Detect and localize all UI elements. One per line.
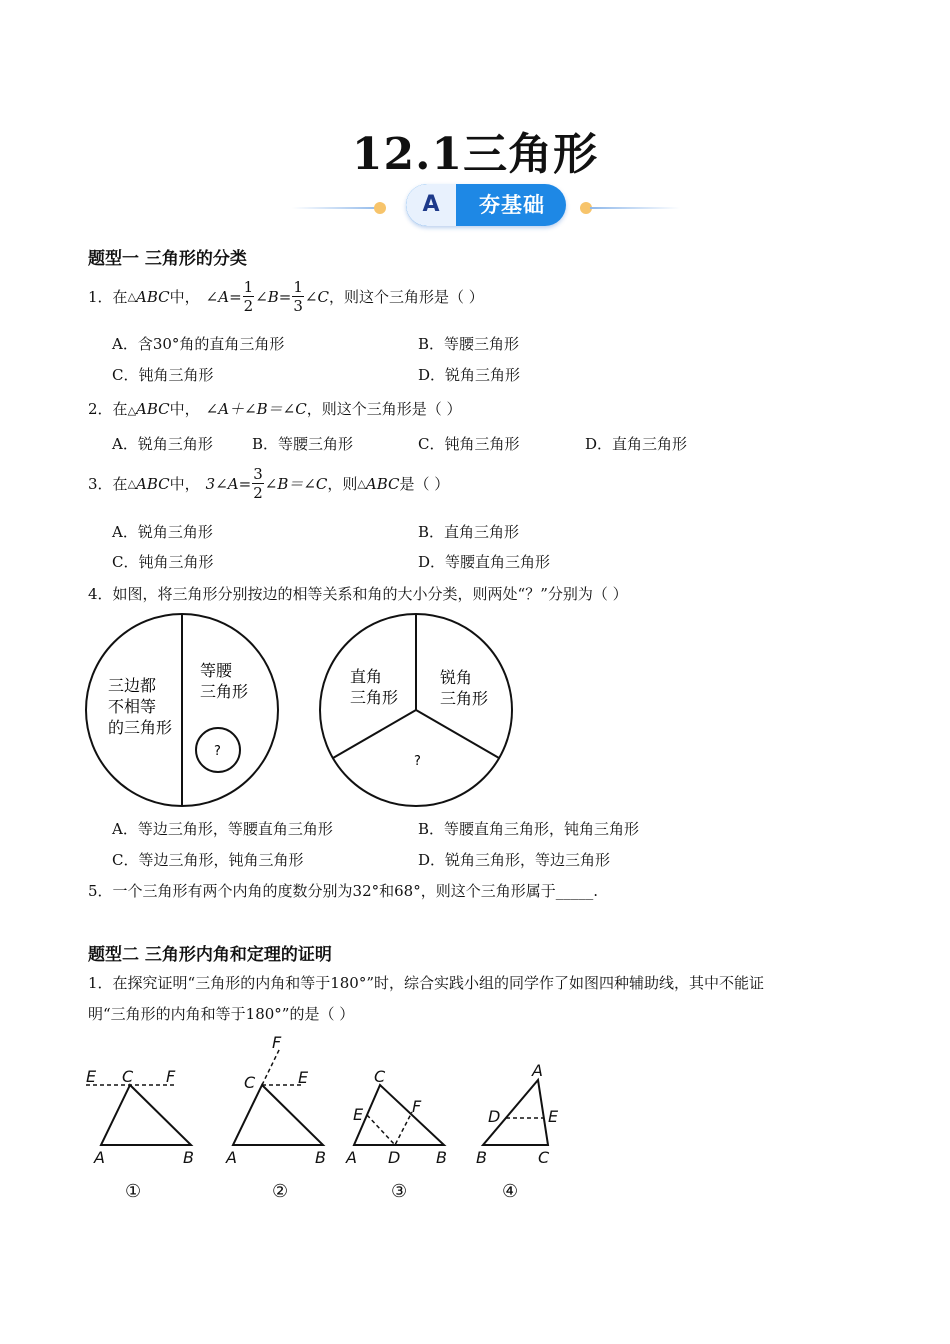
option-c: C．钝角三角形 bbox=[418, 435, 520, 453]
question-text: 中， bbox=[169, 400, 200, 418]
option-d: D．锐角三角形，等边三角形 bbox=[418, 851, 611, 869]
question-text: 在 bbox=[112, 475, 128, 493]
label-c: C bbox=[374, 1067, 386, 1086]
figure-3 bbox=[345, 1067, 447, 1202]
option-c: C．等边三角形，钝角三角形 bbox=[112, 851, 304, 869]
question-text: 在 bbox=[112, 288, 128, 306]
extended-line bbox=[262, 1048, 280, 1085]
triangle-name: ABC bbox=[136, 287, 170, 306]
option-a: A．锐角三角形 bbox=[112, 435, 213, 453]
section-heading-2: 题型二 三角形内角和定理的证明 bbox=[88, 945, 332, 965]
option-a: A．等边三角形，等腰直角三角形 bbox=[112, 820, 333, 838]
angle-expression: ∠B＝∠C bbox=[264, 475, 328, 493]
circle2-tr-label-1: 锐角 bbox=[440, 668, 473, 687]
fraction-three-halves: $\frac{3}{2}$ bbox=[253, 465, 263, 502]
label-a: A bbox=[532, 1061, 543, 1080]
label-f: F bbox=[412, 1097, 422, 1116]
question-1-2 bbox=[88, 398, 462, 419]
figure-4 bbox=[476, 1061, 559, 1202]
label-e: E bbox=[298, 1068, 309, 1087]
triangle-symbol: △ bbox=[357, 477, 366, 490]
sector-divider bbox=[333, 710, 416, 758]
figure-1 bbox=[86, 1067, 194, 1202]
triangle-symbol: △ bbox=[127, 477, 137, 490]
auxiliary-lines bbox=[367, 1112, 412, 1145]
label-e: E bbox=[353, 1105, 364, 1124]
question-number: 1． bbox=[88, 288, 113, 306]
question-text: ，则这个三角形是（ ） bbox=[306, 400, 462, 418]
section-badge bbox=[406, 184, 566, 226]
label-b: B bbox=[436, 1148, 447, 1167]
circle1-question-mark: ? bbox=[214, 744, 221, 759]
question-2-1-line-1: 1．在探究证明“三角形的内角和等于180°”时，综合实践小组的同学作了如图四种辅助线，其中不能证 bbox=[88, 974, 765, 992]
question-text: 中， bbox=[169, 475, 200, 493]
figure-caption: ② bbox=[272, 1181, 289, 1202]
label-a: A bbox=[226, 1148, 237, 1167]
question-1-1 bbox=[88, 278, 484, 315]
equals-sign: = bbox=[229, 287, 242, 306]
badge-line-left bbox=[292, 207, 382, 209]
circle1-right-label-1: 等腰 bbox=[200, 661, 233, 680]
label-e: E bbox=[548, 1107, 559, 1126]
angle-a: 3∠A bbox=[205, 474, 239, 493]
label-d: D bbox=[488, 1107, 501, 1126]
triangle-name: ABC bbox=[136, 474, 170, 493]
question-end: . bbox=[593, 882, 599, 900]
question-text: 在 bbox=[112, 400, 128, 418]
label-b: B bbox=[183, 1148, 194, 1167]
badge-line-right bbox=[590, 207, 680, 209]
page-title: 12.1三角形 bbox=[351, 129, 599, 180]
option-d: D．直角三角形 bbox=[585, 435, 688, 453]
label-a: A bbox=[346, 1148, 357, 1167]
option-b: B．等腰三角形 bbox=[418, 335, 520, 353]
figure-2 bbox=[225, 1033, 326, 1202]
option-d: D．锐角三角形 bbox=[418, 366, 521, 384]
triangle-name: ABC bbox=[365, 474, 400, 493]
classification-diagram bbox=[80, 610, 520, 810]
fraction-half: $\frac{1}{2}$ bbox=[243, 278, 254, 315]
circle1-left-label-3: 的三角形 bbox=[108, 718, 173, 737]
question-2-1-line-2: 明“三角形的内角和等于180°”的是（ ） bbox=[88, 1005, 355, 1023]
fraction-third: $\frac{1}{3}$ bbox=[293, 278, 303, 315]
label-e: E bbox=[86, 1067, 97, 1086]
triangle-symbol: △ bbox=[127, 290, 137, 303]
question-number: 2． bbox=[88, 400, 113, 418]
circle2-tl-label-2: 三角形 bbox=[350, 688, 399, 707]
question-1-3 bbox=[88, 465, 449, 502]
angle-c: ∠C bbox=[304, 287, 329, 306]
figure-caption: ① bbox=[125, 1181, 142, 1202]
triangle-name: ABC bbox=[136, 400, 170, 418]
question-text: 是（ ） bbox=[399, 475, 450, 493]
option-b: B．等腰直角三角形，钝角三角形 bbox=[418, 820, 640, 838]
circle2-tl-label-1: 直角 bbox=[350, 667, 383, 686]
label-d: D bbox=[388, 1148, 401, 1167]
option-b: B．直角三角形 bbox=[418, 523, 520, 541]
option-a: A．锐角三角形 bbox=[112, 523, 213, 541]
option-d: D．等腰直角三角形 bbox=[418, 553, 551, 571]
option-a: A．含30°角的直角三角形 bbox=[112, 335, 285, 353]
triangle bbox=[101, 1085, 191, 1145]
circle1-right-label-2: 三角形 bbox=[200, 682, 249, 701]
label-f: F bbox=[272, 1033, 282, 1052]
label-a: A bbox=[94, 1148, 105, 1167]
badge-dot-left bbox=[374, 202, 386, 214]
label-b: B bbox=[315, 1148, 326, 1167]
figure-caption: ③ bbox=[391, 1181, 408, 1202]
badge-letter: A bbox=[406, 184, 456, 226]
section-heading-1: 题型一 三角形的分类 bbox=[88, 249, 247, 269]
label-b: B bbox=[476, 1148, 487, 1167]
question-1-4: 4．如图，将三角形分别按边的相等关系和角的大小分类，则两处“？”分别为（ ） bbox=[88, 585, 628, 603]
label-f: F bbox=[166, 1067, 176, 1086]
question-text: 中， bbox=[169, 288, 200, 306]
question-text: ，则 bbox=[327, 475, 358, 493]
answer-blank: _____ bbox=[555, 882, 594, 900]
triangle bbox=[233, 1085, 323, 1145]
question-text: ，则这个三角形是（ ） bbox=[328, 288, 484, 306]
auxiliary-line-figures bbox=[80, 1030, 580, 1210]
label-c: C bbox=[244, 1073, 256, 1092]
circle2-question-mark: ? bbox=[414, 754, 421, 769]
equals-sign: = bbox=[238, 474, 252, 493]
option-c: C．钝角三角形 bbox=[112, 366, 214, 384]
option-c: C．钝角三角形 bbox=[112, 553, 214, 571]
circle1-left-label-2: 不相等 bbox=[108, 697, 157, 716]
circle2-tr-label-2: 三角形 bbox=[440, 689, 489, 708]
label-c: C bbox=[122, 1067, 134, 1086]
angle-b: ∠B bbox=[255, 287, 279, 306]
question-1-5 bbox=[88, 880, 598, 901]
angle-a: ∠A bbox=[205, 287, 230, 306]
question-number: 3． bbox=[88, 475, 113, 493]
circle1-left-label-1: 三边都 bbox=[108, 676, 157, 695]
label-c: C bbox=[538, 1148, 550, 1167]
equals-sign: = bbox=[278, 287, 292, 306]
sector-divider bbox=[416, 710, 499, 758]
badge-text: 夯基础 bbox=[479, 193, 545, 217]
triangle-symbol: △ bbox=[127, 404, 137, 417]
option-b: B．等腰三角形 bbox=[252, 435, 354, 453]
figure-caption: ④ bbox=[502, 1181, 519, 1202]
question-text: 5．一个三角形有两个内角的度数分别为32°和68°，则这个三角形属于 bbox=[88, 882, 556, 900]
angle-expression: ∠A＋∠B＝∠C bbox=[205, 400, 307, 418]
